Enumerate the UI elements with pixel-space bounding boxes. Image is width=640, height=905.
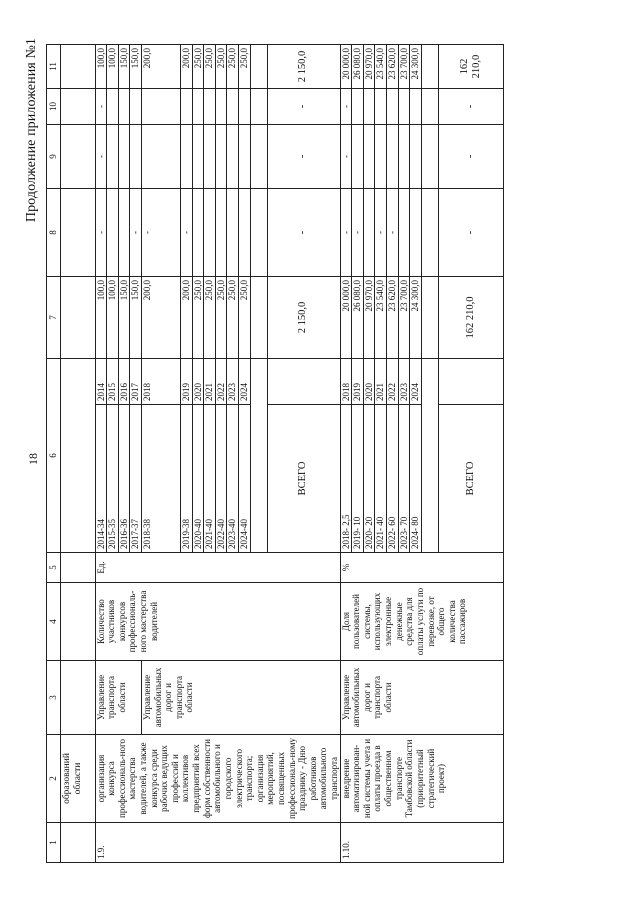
funding-col8: -	[387, 189, 399, 277]
row-number: 1.10.	[340, 823, 503, 863]
funding-col10	[398, 89, 410, 125]
table-row	[95, 45, 107, 863]
funding-col11: 26 080,0	[352, 45, 364, 89]
funding-col10	[363, 89, 375, 125]
spacer-cell	[421, 89, 438, 125]
funding-col10: -	[340, 89, 352, 125]
header-sub-empty	[60, 125, 95, 189]
funding-col9	[130, 125, 142, 189]
total-col8: -	[438, 189, 503, 277]
total-year-empty	[438, 359, 503, 405]
spacer-cell	[250, 277, 267, 359]
spacer-cell	[421, 45, 438, 89]
indicator-value: 2021- 40	[375, 405, 387, 553]
table-row	[60, 45, 95, 863]
indicator-value: 2018- 2,5	[340, 405, 352, 553]
funding-col9	[410, 125, 422, 189]
year: 2023	[398, 359, 410, 405]
funding-col8	[118, 189, 130, 277]
funding-col10	[130, 89, 142, 125]
funding-col9	[192, 125, 204, 189]
funding-col10	[227, 89, 239, 125]
funding-col9	[180, 125, 192, 189]
funding-col11: 20 970,0	[363, 45, 375, 89]
total-year-empty	[267, 359, 340, 405]
total-col10: -	[267, 89, 340, 125]
program-table	[46, 44, 504, 863]
header-sub-empty	[60, 359, 95, 553]
total-col9: -	[438, 125, 503, 189]
total-col8: -	[267, 189, 340, 277]
funding-col9	[387, 125, 399, 189]
total-col11: 2 150,0	[267, 45, 340, 89]
total-col10: -	[438, 89, 503, 125]
funding-col8	[215, 189, 227, 277]
total-col7: 2 150,0	[267, 277, 340, 359]
funding-col9	[204, 125, 216, 189]
funding-col10	[107, 89, 119, 125]
year: 2024	[239, 359, 251, 405]
funding-col7: 250,0	[204, 277, 216, 359]
funding-col10	[180, 89, 192, 125]
year: 2024	[410, 359, 422, 405]
funding-col11: 250,0	[239, 45, 251, 89]
funding-col11: 20 000,0	[340, 45, 352, 89]
funding-col11: 23 540,0	[375, 45, 387, 89]
header-sub-empty	[60, 553, 95, 583]
header-col-11: 11	[47, 45, 61, 89]
indicator-value: 2021-40	[204, 405, 216, 553]
funding-col9	[352, 125, 364, 189]
header-sub-col2: образований области	[60, 735, 95, 823]
funding-col7: 26 080,0	[352, 277, 364, 359]
spacer-cell	[250, 359, 267, 553]
funding-col11: 200,0	[180, 45, 192, 89]
year: 2020	[192, 359, 204, 405]
year: 2021	[204, 359, 216, 405]
indicator-value: 2023-40	[227, 405, 239, 553]
total-col7: 162 210,0	[438, 277, 503, 359]
funding-col7: 150,0	[130, 277, 142, 359]
funding-col9: -	[340, 125, 352, 189]
funding-col11: 200,0	[142, 45, 181, 89]
header-col-3: 3	[47, 661, 61, 735]
row-number: 1.9.	[95, 823, 340, 863]
funding-col8: -	[340, 189, 352, 277]
funding-col7: 150,0	[118, 277, 130, 359]
funding-col8	[239, 189, 251, 277]
funding-col7: 23 620,0	[387, 277, 399, 359]
total-label: ВСЕГО	[438, 405, 503, 553]
indicator-value: 2019- 10	[352, 405, 364, 553]
spacer-cell	[250, 189, 267, 277]
funding-col11: 24 300,0	[410, 45, 422, 89]
funding-col10	[118, 89, 130, 125]
appendix-title: Продолжение приложения №1	[24, 38, 39, 223]
executor-1: Управление транспорта области	[95, 661, 141, 735]
funding-col8: -	[352, 189, 364, 277]
spacer-cell	[250, 89, 267, 125]
spacer-cell	[250, 125, 267, 189]
indicator-value: 2014-34	[95, 405, 107, 553]
indicator-value: 2022- 60	[387, 405, 399, 553]
header-sub-empty	[60, 89, 95, 125]
spacer-cell	[421, 277, 438, 359]
funding-col7: 250,0	[192, 277, 204, 359]
measure-name: организация конкурса профессиональ-ного мастерства водителей, а также конкурса среди рабочих ведущих профессий и коллективов предприятий всех форм собственности автомобильного и городского электрического транспорта; организация мероприятий, посвященных профессиональ-ному празднику - Дню работников автомобильного транспорта	[95, 735, 340, 823]
funding-col8: -	[375, 189, 387, 277]
header-sub-empty	[60, 189, 95, 277]
funding-col9	[142, 125, 181, 189]
indicator-value: 2024- 80	[410, 405, 422, 553]
header-col-4: 4	[47, 583, 61, 661]
header-col-9: 9	[47, 125, 61, 189]
header-sub-empty	[60, 45, 95, 89]
indicator-value: 2020-40	[192, 405, 204, 553]
year: 2020	[363, 359, 375, 405]
funding-col9	[398, 125, 410, 189]
header-col-1: 1	[47, 823, 61, 863]
measure-name: внедрение автоматизирован-ной системы учета и оплаты проезда в общественном транспорте Тамбовской области (приоритетный стратегический проект)	[340, 735, 503, 823]
year: 2022	[215, 359, 227, 405]
funding-col7: 250,0	[239, 277, 251, 359]
indicator-value: 2019-38	[180, 405, 192, 553]
funding-col11: 23 620,0	[387, 45, 399, 89]
year: 2019	[352, 359, 364, 405]
indicator-value: 2018-38	[142, 405, 181, 553]
funding-col7: 23 700,0	[398, 277, 410, 359]
funding-col8	[227, 189, 239, 277]
table-row	[47, 45, 61, 863]
funding-col7: 20 000,0	[340, 277, 352, 359]
funding-col10	[239, 89, 251, 125]
header-sub-col1	[60, 823, 95, 863]
indicator-value: 2015-35	[107, 405, 119, 553]
year: 2021	[375, 359, 387, 405]
spacer-cell	[421, 189, 438, 277]
executor: Управление автомобильных дорог и транспорта области	[340, 661, 503, 735]
year: 2018	[142, 359, 181, 405]
funding-col8	[192, 189, 204, 277]
funding-col9	[239, 125, 251, 189]
indicator-value: 2023- 70	[398, 405, 410, 553]
funding-col10	[410, 89, 422, 125]
funding-col8	[410, 189, 422, 277]
funding-col7: 20 970,0	[363, 277, 375, 359]
year: 2015	[107, 359, 119, 405]
funding-col11: 250,0	[227, 45, 239, 89]
unit: Ед.	[95, 553, 340, 583]
unit: %	[340, 553, 503, 583]
funding-col11: 100,0	[95, 45, 107, 89]
funding-col10	[352, 89, 364, 125]
total-col11: 162 210,0	[438, 45, 503, 89]
total-col9: -	[267, 125, 340, 189]
header-sub-empty	[60, 583, 95, 661]
indicator-value: 2016-36	[118, 405, 130, 553]
funding-col9: -	[95, 125, 107, 189]
header-col-7: 7	[47, 277, 61, 359]
year: 2014	[95, 359, 107, 405]
funding-col7: 250,0	[215, 277, 227, 359]
indicator-value: 2022-40	[215, 405, 227, 553]
year: 2016	[118, 359, 130, 405]
header-col-6: 6	[47, 359, 61, 553]
funding-col7: 23 540,0	[375, 277, 387, 359]
funding-col10: -	[95, 89, 107, 125]
funding-col9	[118, 125, 130, 189]
year: 2019	[180, 359, 192, 405]
spacer-cell	[421, 359, 438, 553]
funding-col10	[375, 89, 387, 125]
spacer-cell	[421, 125, 438, 189]
funding-col7: 200,0	[142, 277, 181, 359]
funding-col11: 250,0	[204, 45, 216, 89]
funding-col10	[387, 89, 399, 125]
indicator-value: 2024-40	[239, 405, 251, 553]
header-col-8: 8	[47, 189, 61, 277]
year: 2022	[387, 359, 399, 405]
funding-col7: 250,0	[227, 277, 239, 359]
year: 2017	[130, 359, 142, 405]
funding-col10	[204, 89, 216, 125]
funding-col8	[398, 189, 410, 277]
year: 2023	[227, 359, 239, 405]
page-number: 18	[26, 453, 40, 465]
funding-col10	[142, 89, 181, 125]
funding-col11: 100,0	[107, 45, 119, 89]
table-row	[340, 45, 352, 863]
funding-col7: 100,0	[95, 277, 107, 359]
funding-col9	[107, 125, 119, 189]
header-sub-empty	[60, 661, 95, 735]
funding-col7: 100,0	[107, 277, 119, 359]
funding-col8: -	[130, 189, 142, 277]
header-sub-empty	[60, 277, 95, 359]
funding-col8: -	[180, 189, 192, 277]
total-label: ВСЕГО	[267, 405, 340, 553]
funding-col11: 250,0	[192, 45, 204, 89]
funding-col11: 150,0	[118, 45, 130, 89]
funding-col8: -	[95, 189, 107, 277]
funding-col11: 150,0	[130, 45, 142, 89]
funding-col10	[192, 89, 204, 125]
funding-col9	[363, 125, 375, 189]
indicator-name: Доля пользователей системы, использующих электронные денежные средства для оплаты услуги по перевозке, от общего количества пассажиров	[340, 583, 503, 661]
funding-col7: 24 300,0	[410, 277, 422, 359]
funding-col8	[204, 189, 216, 277]
funding-col9	[227, 125, 239, 189]
year: 2018	[340, 359, 352, 405]
funding-col11: 23 700,0	[398, 45, 410, 89]
indicator-value: 2017-37	[130, 405, 142, 553]
funding-col7: 200,0	[180, 277, 192, 359]
funding-col8: -	[142, 189, 181, 277]
funding-col8	[363, 189, 375, 277]
indicator-name: Количество участников конкурсов профессиональ-ного мастерства водителей	[95, 583, 340, 661]
funding-col11: 250,0	[215, 45, 227, 89]
indicator-value: 2020- 20	[363, 405, 375, 553]
funding-col8	[107, 189, 119, 277]
executor-2: Управление автомобильных дорог и транспорта области	[142, 661, 341, 735]
header-col-2: 2	[47, 735, 61, 823]
spacer-cell	[250, 45, 267, 89]
funding-col9	[375, 125, 387, 189]
funding-col9	[215, 125, 227, 189]
funding-col10	[215, 89, 227, 125]
header-col-10: 10	[47, 89, 61, 125]
header-col-5: 5	[47, 553, 61, 583]
